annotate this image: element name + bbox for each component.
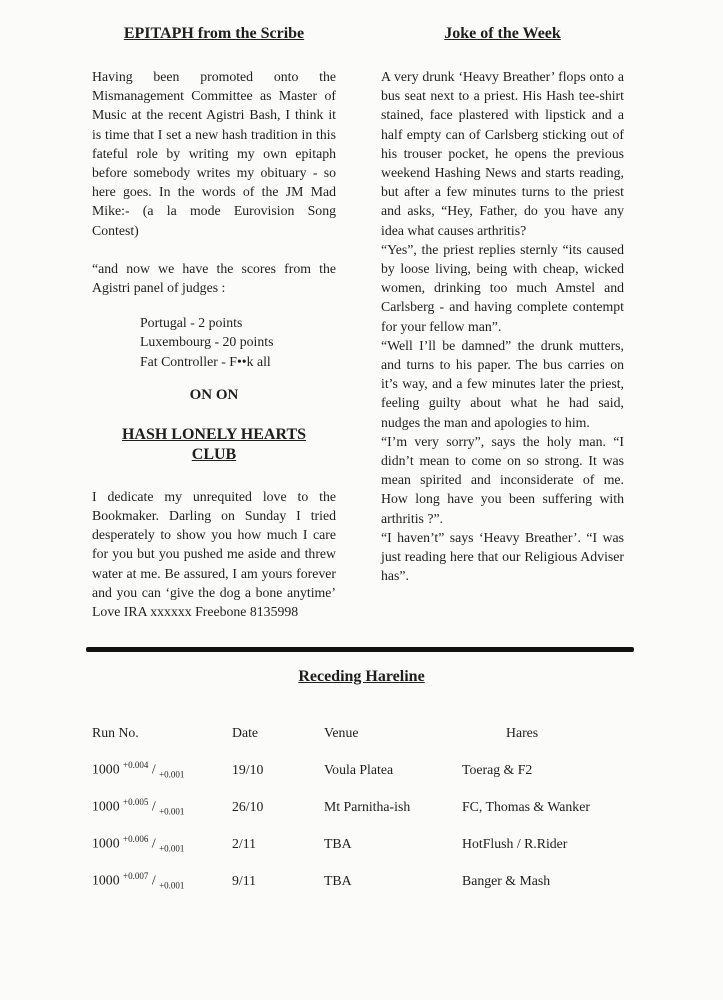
run-number: 1000 $^{+0.006}$ / $_{+0.001}$ (92, 833, 185, 854)
table-row (92, 751, 686, 788)
table-row (92, 825, 686, 862)
score-line: Portugal - 2 points (140, 315, 243, 331)
epitaph-paragraph-1: Having been promoted onto the Mismanagement Committee as Master of Music at the recent Agistri Bash, I think it is time that I set a new hash tradition in this fateful role by writing my own epitaph before somebody writes my obituary - so here goes. In the words of the JM Mad Mike:- (a la mode Eurovision Song Contest) (92, 69, 336, 238)
joke-paragraph-4: “I’m very sorry”, says the holy man. “I didn’t mean to come on so strong. It was mean spirited and inconsiderate of me. How long have you been suffering with arthritis ?”. (381, 433, 624, 526)
run-venue: TBA (324, 872, 352, 888)
on-on-heading: ON ON (189, 386, 239, 403)
left-column (92, 24, 336, 621)
lonely-hearts-title-line-1: HASH LONELY HEARTS (121, 425, 307, 443)
run-date: 19/10 (232, 761, 264, 777)
run-hares: FC, Thomas & Wanker (462, 798, 590, 814)
epitaph-paragraph-2: “and now we have the scores from the Agistri panel of judges : (92, 260, 336, 296)
run-date: 2/11 (232, 835, 257, 851)
run-venue: TBA (324, 835, 352, 851)
joke-paragraph-3: “Well I’ll be damned” the drunk mutters, and turns to his paper. The bus carries on it’s way, and a few minutes later the priest, feeling guilty about what he had said, nudges the man and apologies to him. (381, 337, 624, 430)
run-number: 1000 $^{+0.005}$ / $_{+0.001}$ (92, 796, 185, 817)
run-venue: Voula Platea (324, 761, 394, 777)
hareline-table (92, 725, 686, 899)
lonely-hearts-title (92, 425, 336, 465)
table-row (92, 788, 686, 825)
run-venue: Mt Parnitha-ish (324, 798, 411, 814)
epitaph-title: EPITAPH from the Scribe (123, 25, 305, 42)
right-column (381, 24, 624, 585)
run-number: 1000 $^{+0.007}$ / $_{+0.001}$ (92, 870, 185, 891)
lonely-hearts-title-line-2: CLUB (191, 445, 237, 463)
lonely-hearts-text: I dedicate my unrequited love to the Bookmaker. Darling on Sunday I tried desperately to show you how much I care for you but you pushed me aside and threw water at me. Be assured, I am yours forever and you can ‘give the dog a bone anytime’ Love IRA xxxxxx Freebone 8135998 (92, 488, 336, 620)
joke-title: Joke of the Week (444, 25, 561, 42)
scores-list (140, 313, 336, 371)
joke-paragraph-5: “I haven’t” says ‘Heavy Breather’. “I was just reading here that our Religious Adviser has”. (381, 529, 624, 584)
table-header-row (92, 725, 686, 751)
joke-paragraph-2: “Yes”, the priest replies sternly “its caused by loose living, being with cheap, wicked women, drinking too much Amstel and Carlsberg - and having complete contempt for your fellow man”. (381, 241, 624, 334)
hareline-title: Receding Hareline (298, 668, 425, 685)
run-date: 26/10 (232, 798, 264, 814)
run-hares: Toerag & F2 (462, 761, 533, 777)
run-number: 1000 $^{+0.004}$ / $_{+0.001}$ (92, 759, 185, 780)
joke-paragraph-1: A very drunk ‘Heavy Breather’ flops onto a bus seat next to a priest. His Hash tee-shirt stained, face plastered with lipstick and a half empty can of Carlsberg sticking out of his trouser pocket, he opens the previous weekend Hashing News and starts reading, but after a few minutes turns to the priest and asks, “Hey, Father, do you have any idea what causes arthritis? (381, 69, 624, 238)
run-hares: Banger & Mash (462, 872, 551, 888)
date-header: Date (232, 725, 259, 740)
venue-header: Venue (324, 725, 359, 740)
table-row (92, 862, 686, 899)
run-header: Run No. (92, 725, 139, 740)
score-line: Fat Controller - F••k all (140, 353, 271, 369)
run-date: 9/11 (232, 872, 257, 888)
section-divider (86, 647, 634, 652)
score-line: Luxembourg - 20 points (140, 334, 274, 350)
run-hares: HotFlush / R.Rider (462, 835, 568, 851)
hares-header: Hares (506, 725, 539, 740)
